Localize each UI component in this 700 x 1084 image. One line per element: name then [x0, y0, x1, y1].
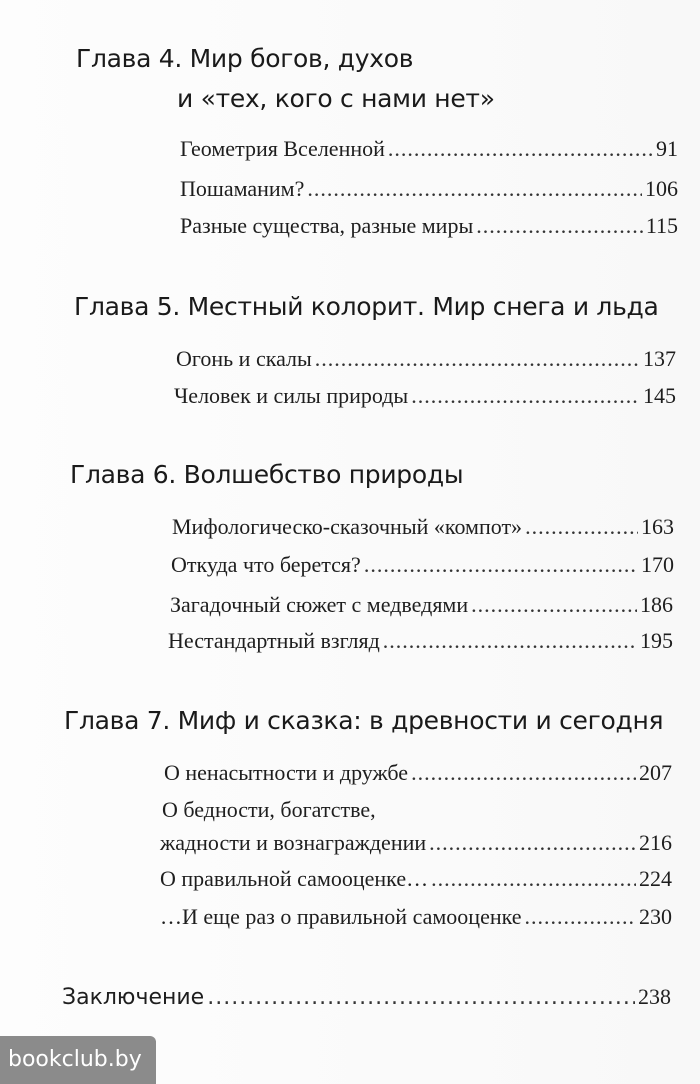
- toc-entry[interactable]: [160, 830, 672, 856]
- chapter-4-title: Глава 4. Мир богов, духов: [76, 44, 414, 73]
- dot-leader: [525, 514, 638, 540]
- toc-entry-title: О ненасытности и дружбе: [164, 760, 409, 785]
- toc-entry-page: 224: [639, 866, 672, 891]
- dot-leader: [411, 760, 636, 786]
- dot-leader: [364, 552, 638, 578]
- toc-entry-page: 145: [643, 383, 676, 408]
- toc-entry[interactable]: [164, 760, 672, 786]
- toc-entry-page: 216: [639, 830, 672, 855]
- dot-leader: [388, 136, 653, 162]
- toc-entry[interactable]: [174, 383, 676, 409]
- toc-entry-title: Мифологическо-сказочный «компот»: [172, 514, 523, 539]
- dot-leader: [207, 985, 635, 1010]
- toc-entry-page: 195: [640, 628, 673, 653]
- toc-entry-title: …И еще раз о правильной самооценке: [160, 904, 522, 929]
- chapter-6-title: Глава 6. Волшебство природы: [70, 460, 464, 489]
- toc-conclusion[interactable]: [62, 984, 671, 1010]
- toc-entry-page: 115: [645, 213, 678, 238]
- toc-entry[interactable]: [160, 904, 672, 930]
- toc-entry-title: жадности и вознаграждении: [160, 830, 427, 855]
- chapter-4-title-line2: и «тех, кого с нами нет»: [177, 84, 495, 113]
- toc-entry[interactable]: [171, 552, 674, 578]
- toc-entry-title: Геометрия Вселенной: [180, 136, 385, 161]
- dot-leader: [431, 866, 636, 892]
- watermark-logo: bookclub.by: [0, 1036, 156, 1084]
- dot-leader: [476, 213, 643, 239]
- toc-entry[interactable]: [180, 176, 678, 202]
- toc-entry-title: Нестандартный взгляд: [168, 628, 380, 653]
- dot-leader: [411, 383, 640, 409]
- dot-leader: [307, 176, 642, 202]
- toc-entry-page: 137: [643, 346, 676, 371]
- toc-entry[interactable]: [172, 514, 674, 540]
- conclusion-page: 238: [638, 984, 671, 1009]
- dot-leader: [383, 628, 637, 654]
- toc-entry[interactable]: [160, 866, 672, 892]
- toc-entry-title: Человек и силы природы: [174, 383, 409, 408]
- conclusion-title: Заключение: [62, 985, 205, 1010]
- toc-entry-page: 163: [641, 514, 674, 539]
- toc-entry-page: 207: [639, 760, 672, 785]
- toc-entry-title: Огонь и скалы: [176, 346, 312, 371]
- toc-entry-page: 91: [656, 136, 678, 161]
- dot-leader: [525, 904, 636, 930]
- dot-leader: [471, 592, 637, 618]
- toc-entry-page: 106: [645, 176, 678, 201]
- toc-entry-title: Разные существа, разные миры: [180, 213, 474, 238]
- toc-entry-title: Откуда что берется?: [171, 552, 361, 577]
- dot-leader: [315, 346, 640, 372]
- toc-entry-page: 230: [639, 904, 672, 929]
- toc-entry[interactable]: [180, 213, 678, 239]
- toc-entry-title: Пошаманим?: [180, 176, 305, 201]
- toc-entry[interactable]: [170, 592, 673, 618]
- toc-entry-title: О правильной самооценке…: [160, 866, 429, 891]
- toc-entry[interactable]: [168, 628, 673, 654]
- toc-entry-page: 170: [641, 552, 674, 577]
- toc-entry-page: 186: [640, 592, 673, 617]
- toc-entry-title: Загадочный сюжет с медведями: [170, 592, 469, 617]
- chapter-5-title: Глава 5. Местный колорит. Мир снега и льда: [74, 292, 659, 321]
- dot-leader: [429, 830, 636, 856]
- chapter-7-title: Глава 7. Миф и сказка: в древности и сегодня: [64, 706, 664, 735]
- toc-entry[interactable]: [180, 136, 678, 162]
- toc-entry-title-line1: О бедности, богатстве,: [162, 797, 376, 822]
- toc-entry[interactable]: [176, 346, 676, 372]
